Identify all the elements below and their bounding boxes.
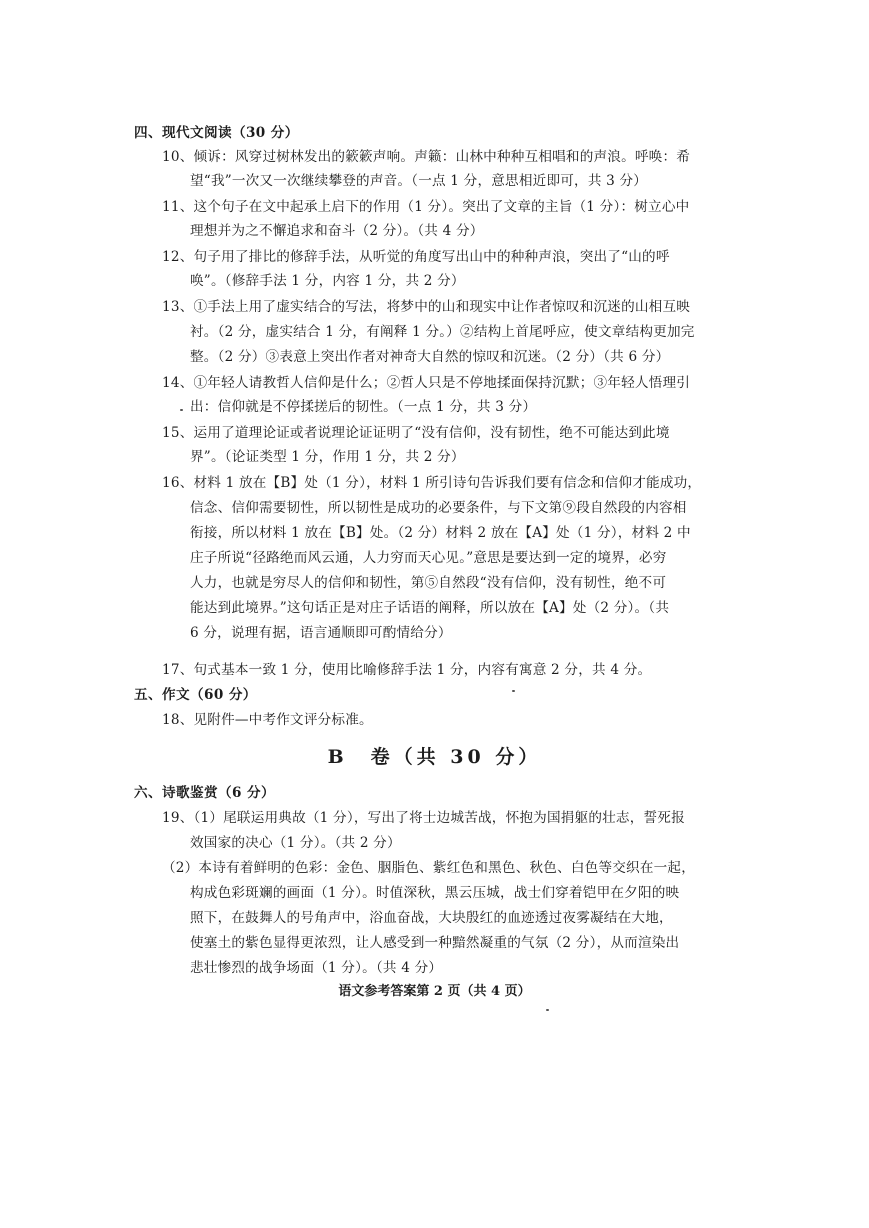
scan-speck — [546, 1009, 549, 1011]
answer-line: 整。（2 分）③表意上突出作者对神奇大自然的惊叹和沉迷。（2 分）（共 6 分） — [190, 349, 670, 365]
section-6-heading: 六、诗歌鉴赏（6 分） — [134, 785, 275, 801]
scan-speck — [180, 409, 183, 411]
part-b-title: B 卷（共 30 分） — [327, 746, 542, 768]
answer-line: 16、材料 1 放在【B】处（1 分），材料 1 所引诗句告诉我们要有信念和信仰才能成功， — [162, 475, 702, 491]
answer-line: 构成色彩斑斓的画面（1 分）。时值深秋，黑云压城，战士们穿着铠甲在夕阳的映 — [190, 885, 680, 901]
answer-line: 19、（1）尾联运用典故（1 分），写出了将士边城苦战，怀抱为国捐躯的壮志，誓死报 — [162, 810, 685, 826]
answer-line: 效国家的决心（1 分）。（共 2 分） — [190, 835, 401, 851]
answer-line: 人力，也就是穷尽人的信仰和韧性，第⑤自然段“没有信仰，没有韧性，绝不可 — [190, 575, 667, 591]
answer-line: 使塞土的紫色显得更浓烈，让人感受到一种黯然凝重的气氛（2 分），从而渲染出 — [190, 935, 680, 951]
answer-line: 信念、信仰需要韧性，所以韧性是成功的必要条件，与下文第⑨段自然段的内容相 — [190, 500, 687, 516]
section-5-heading: 五、作文（60 分） — [134, 687, 257, 703]
answer-line: 衔接，所以材料 1 放在【B】处。（2 分）材料 2 放在【A】处（1 分），材料 2 中 — [190, 525, 691, 541]
answer-line: 衬。（2 分，虚实结合 1 分，有阐释 1 分。）②结构上首尾呼应，使文章结构更加完 — [190, 324, 695, 340]
answer-line: 12、句子用了排比的修辞手法，从听觉的角度写出山中的种种声浪，突出了“山的呼 — [162, 249, 670, 265]
answer-line: 13、①手法上用了虚实结合的写法，将梦中的山和现实中让作者惊叹和沉迷的山相互映 — [162, 299, 691, 315]
answer-line: 能达到此境界。”这句话正是对庄子话语的阐释，所以放在【A】处（2 分）。（共 — [190, 600, 670, 616]
answer-line: 14、①年轻人请教哲人信仰是什么；②哲人只是不停地揉面保持沉默；③年轻人悟理引 — [162, 375, 691, 391]
page-footer: 语文参考答案第 2 页（共 4 页） — [338, 984, 531, 999]
answer-line: 望“我”一次又一次继续攀登的声音。（一点 1 分，意思相近即可，共 3 分） — [190, 173, 648, 189]
answer-line: 15、运用了道理论证或者说理论证证明了“没有信仰，没有韧性，绝不可能达到此境 — [162, 425, 670, 441]
answer-line: 6 分，说理有据，语言通顺即可酌情给分） — [190, 625, 452, 641]
answer-line: （2）本诗有着鲜明的色彩：金色、胭脂色、紫红色和黑色、秋色、白色等交织在一起， — [162, 860, 696, 876]
answer-line: 出：信仰就是不停揉搓后的韧性。（一点 1 分，共 3 分） — [190, 399, 537, 415]
answer-line: 照下，在鼓舞人的号角声中，浴血奋战，大块殷红的血迹透过夜雾凝结在大地， — [190, 910, 673, 926]
answer-line: 悲壮惨烈的战争场面（1 分）。（共 4 分） — [190, 960, 443, 976]
answer-line: 10、倾诉：风穿过树林发出的簌簌声响。声籁：山林中种种互相唱和的声浪。呼唤：希 — [162, 149, 691, 165]
answer-line: 唤”。（修辞手法 1 分，内容 1 分，共 2 分） — [190, 273, 465, 289]
answer-line: 18、见附件—中考作文评分标准。 — [162, 712, 373, 728]
answer-line: 11、这个句子在文中起承上启下的作用（1 分）。突出了文章的主旨（1 分）：树立心中 — [162, 199, 690, 215]
section-4-heading: 四、现代文阅读（30 分） — [134, 125, 299, 141]
answer-line: 理想并为之不懈追求和奋斗（2 分）。（共 4 分） — [190, 223, 484, 239]
answer-line: 庄子所说“径路绝而风云通，人力穷而天心见。”意思是要达到一定的境界，必穷 — [190, 550, 667, 566]
answer-line: 17、句式基本一致 1 分，使用比喻修辞手法 1 分，内容有寓意 2 分，共 4 分。 — [162, 662, 652, 678]
answer-line: 界”。（论证类型 1 分，作用 1 分，共 2 分） — [190, 449, 465, 465]
scan-speck — [512, 690, 515, 692]
